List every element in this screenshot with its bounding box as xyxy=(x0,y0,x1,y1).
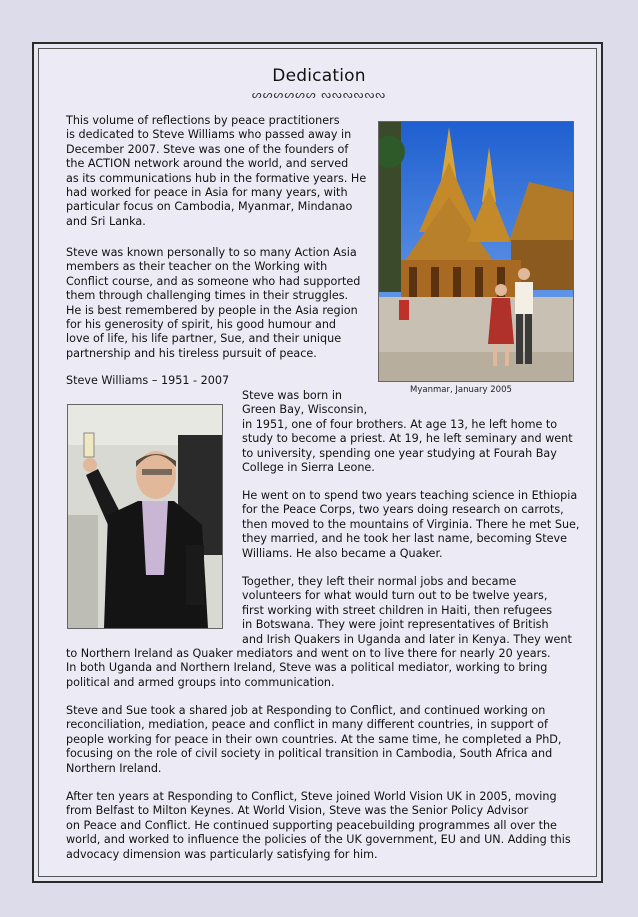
page-title: Dedication xyxy=(272,66,366,86)
paragraph-responding-to-conflict: Steve and Sue took a shared job at Responding to Conflict, and continued working on reconciliation, mediation, peace and conflict in many different countries, in support of people working for peace in their own countries. At the same time, he completed a PhD, focusing on the role of civil society in political transition in Cambodia, South Africa and Northern Ireland. xyxy=(66,704,562,775)
photo-caption: Myanmar, January 2005 xyxy=(410,385,512,395)
paragraph-born-intro: Steve was born in Green Bay, Wisconsin, xyxy=(242,389,368,417)
title-ornament: ᔕᔕᔕᔕᔕᔕ ᔓᔓᔓᔓᔓᔓ xyxy=(251,88,387,101)
photo-steve-portrait xyxy=(67,404,223,629)
paragraph-peace-corps: He went on to spend two years teaching science in Ethiopia for the Peace Corps, two years doing research on carrots, then moved to the mountains of Virginia. There he met Sue, they married, and he took her last name, becoming Steve Williams. He also became a Quaker. xyxy=(242,489,580,560)
paragraph-northern-ireland: to Northern Ireland as Quaker mediators and went on to live there for nearly 20 years. In both Uganda and Northern Ireland, Steve was a political mediator, working to bring political and armed groups into communication. xyxy=(66,647,551,689)
paragraph-action-asia: Steve was known personally to so many Action Asia members as their teacher on the Working with Conflict course, and as someone who had supported them through challenging times in their struggles. He is best remembered by people in the Asia region for his generosity of spirit, his good humour and love of life, his life partner, Sue, and their unique partnership and his tireless pursuit of peace. xyxy=(66,246,361,360)
photo-myanmar-pagoda xyxy=(378,121,574,382)
paragraph-world-vision: After ten years at Responding to Conflict, Steve joined World Vision UK in 2005, moving from Belfast to Milton Keynes. At World Vision, Steve was the Senior Policy Advisor on Peace and Conflict. He continued supporting peacebuilding programmes all over the world, and worked to influence the policies of the UK government, EU and UN. Adding this advocacy dimension was particularly satisfying for him. xyxy=(66,790,571,861)
paragraph-volunteers: Together, they left their normal jobs and became volunteers for what would turn out to be twelve years, first working with street children in Haiti, then refugees in Botswana. They were joint representatives of British and Irish Quakers in Uganda and later in Kenya. They went xyxy=(242,575,572,646)
paragraph-born: in 1951, one of four brothers. At age 13, he left home to study to become a priest. At 19, he left seminary and went to university, spending one year studying at Fourah Bay College in Sierra Leone. xyxy=(242,418,573,475)
paragraph-lifespan: Steve Williams – 1951 - 2007 xyxy=(66,374,230,387)
pagoda-illustration xyxy=(379,122,573,381)
paragraph-dedication: This volume of reflections by peace practitioners is dedicated to Steve Williams who passed away in December 2007. Steve was one of the founders of the ACTION network around the world, and served as its communications hub in the formative years. He had worked for peace in Asia for many years, with particular focus on Cambodia, Myanmar, Mindanao and Sri Lanka. xyxy=(66,114,367,228)
portrait-illustration xyxy=(68,405,222,628)
